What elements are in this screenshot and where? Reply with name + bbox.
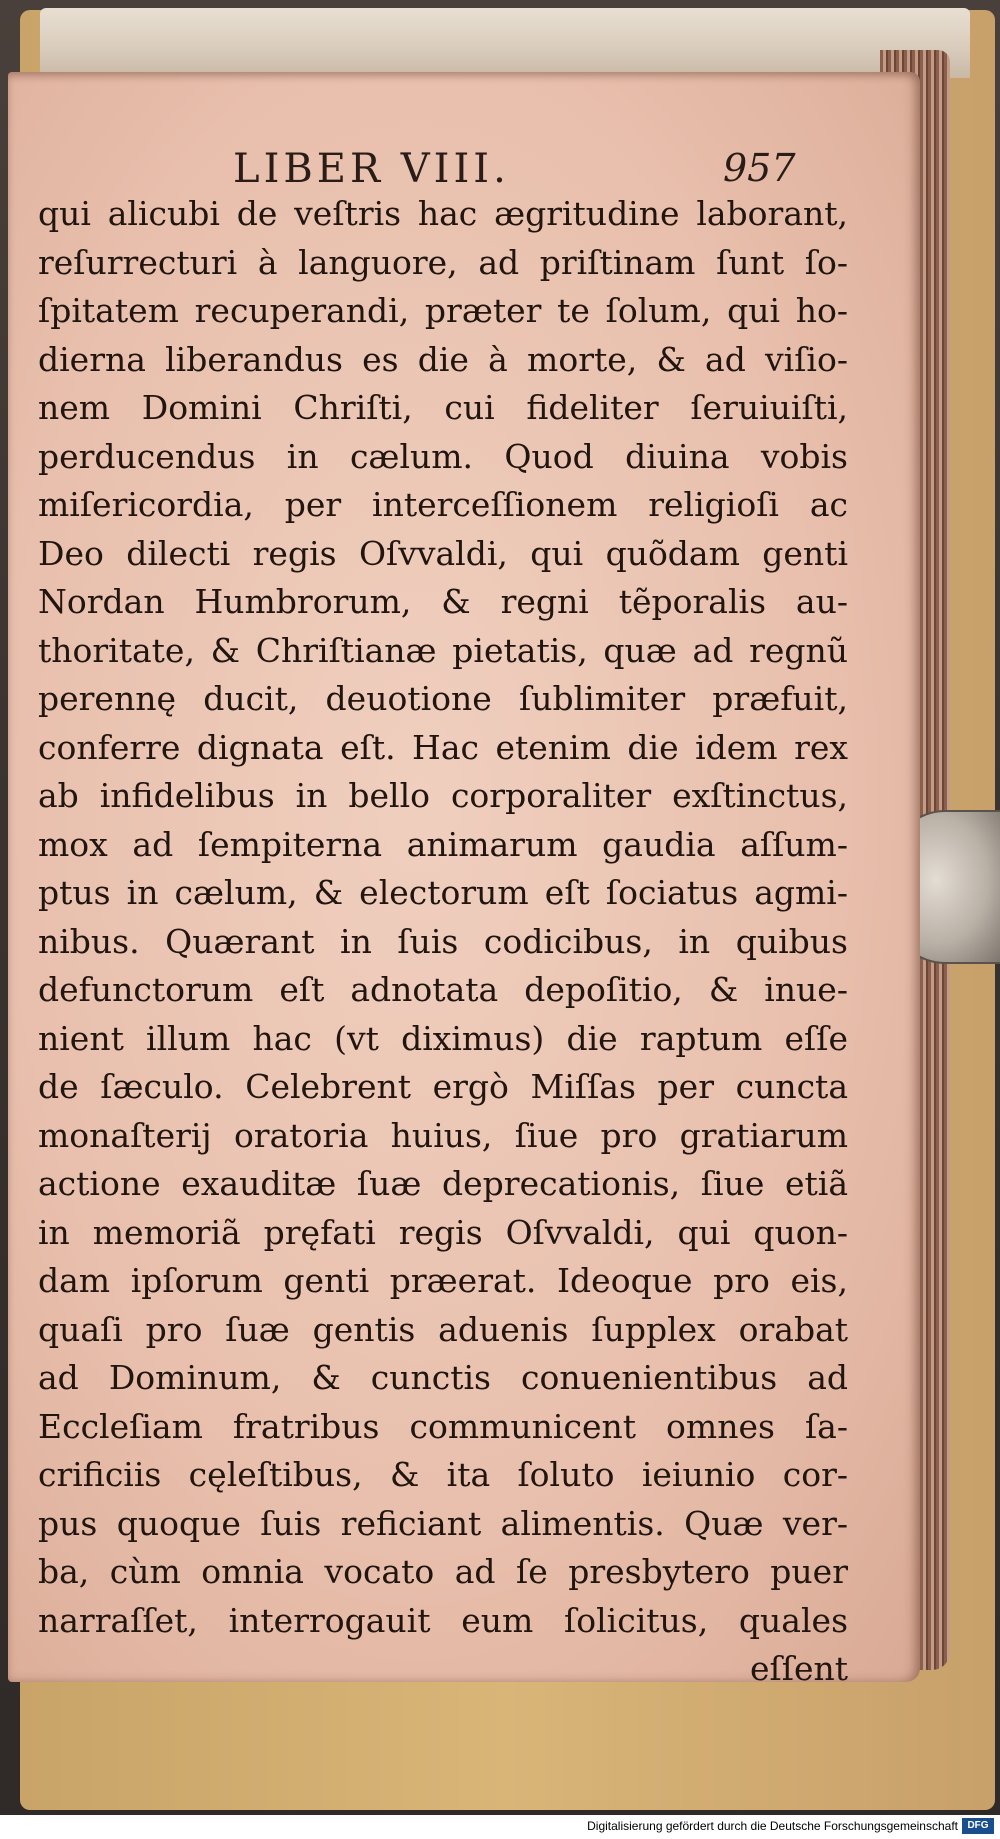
text-line: in memoriã pręfati regis Oſvvaldi, qui quon- (38, 1212, 848, 1252)
text-line: crificiis cęleſtibus, & ita ſoluto ieiunio cor- (38, 1455, 848, 1494)
text-line: quaſi pro ſuæ gentis aduenis ſupplex orabat (38, 1309, 848, 1349)
text-line: mox ad ſempiterna animarum gaudia aſſum- (38, 824, 848, 864)
text-line: Eccleſiam fratribus communicent omnes ſa- (38, 1406, 848, 1446)
text-line: narraſſet, interrogauit eum ſolicitus, quales (38, 1600, 848, 1640)
text-line: Nordan Humbrorum, & regni tẽporalis au- (38, 582, 848, 621)
text-line: Deo dilecti regis Oſvvaldi, qui quõdam genti (38, 533, 848, 573)
text-line: qui alicubi de veſtris hac ægritudine laborant, (38, 194, 848, 233)
text-line: pus quoque ſuis reficiant alimentis. Quæ ver- (38, 1503, 848, 1543)
digitization-footer (0, 1815, 1000, 1839)
text-line: ba, cùm omnia vocato ad ſe presbytero puer (38, 1552, 848, 1591)
text-line: eſſent (749, 1649, 848, 1688)
text-line: miſericordia, per interceſſionem religioſi ac (38, 485, 848, 524)
text-line: thoritate, & Chriſtianæ pietatis, quæ ad regnũ (38, 630, 848, 670)
dfg-logo: DFG (962, 1818, 994, 1834)
body-text (38, 190, 848, 1694)
running-head: LIBER VIII. (233, 146, 510, 192)
text-line: dam ipſorum genti præerat. Ideoque pro eis, (38, 1261, 848, 1300)
text-line: dierna liberandus es die à morte, & ad viſio- (38, 339, 848, 379)
book-page (8, 72, 920, 1688)
text-line: reſurrecturi à languore, ad priſtinam ſunt ſo- (38, 242, 848, 282)
text-line: ptus in cælum, & electorum eſt ſociatus agmi- (38, 873, 848, 912)
text-line: perducendus in cælum. Quod diuina vobis (38, 436, 848, 476)
text-line: nient illum hac (vt diximus) die raptum eſſe (38, 1018, 848, 1058)
previous-page-edge (40, 8, 970, 78)
text-line: monaſterij oratoria huius, ſiue pro gratiarum (38, 1115, 848, 1155)
text-line: actione exauditæ ſuæ deprecationis, ſiue etiã (38, 1164, 848, 1203)
text-line: nibus. Quærant in ſuis codicibus, in quibus (38, 921, 848, 961)
text-line: ab infidelibus in bello corporaliter exſtinctus, (38, 776, 848, 815)
text-line: perennę ducit, deuotione ſublimiter præfuit, (38, 679, 848, 718)
funding-credit: Digitalisierung gefördert durch die Deutsche Forschungsgemeinschaft (587, 1819, 958, 1833)
text-line: conferre dignata eſt. Hac etenim die idem rex (38, 727, 848, 767)
text-line: nem Domini Chriſti, cui fideliter ſeruiuiſti, (38, 388, 848, 427)
text-line: de ſæculo. Celebrent ergò Miſſas per cuncta (38, 1067, 848, 1106)
text-line: defunctorum eſt adnotata depoſitio, & inue- (38, 970, 848, 1009)
text-line: ad Dominum, & cunctis conuenientibus ad (38, 1358, 848, 1397)
page-number: 957 (723, 146, 796, 190)
text-line: ſpitatem recuperandi, præter te ſolum, qui ho- (38, 291, 848, 330)
